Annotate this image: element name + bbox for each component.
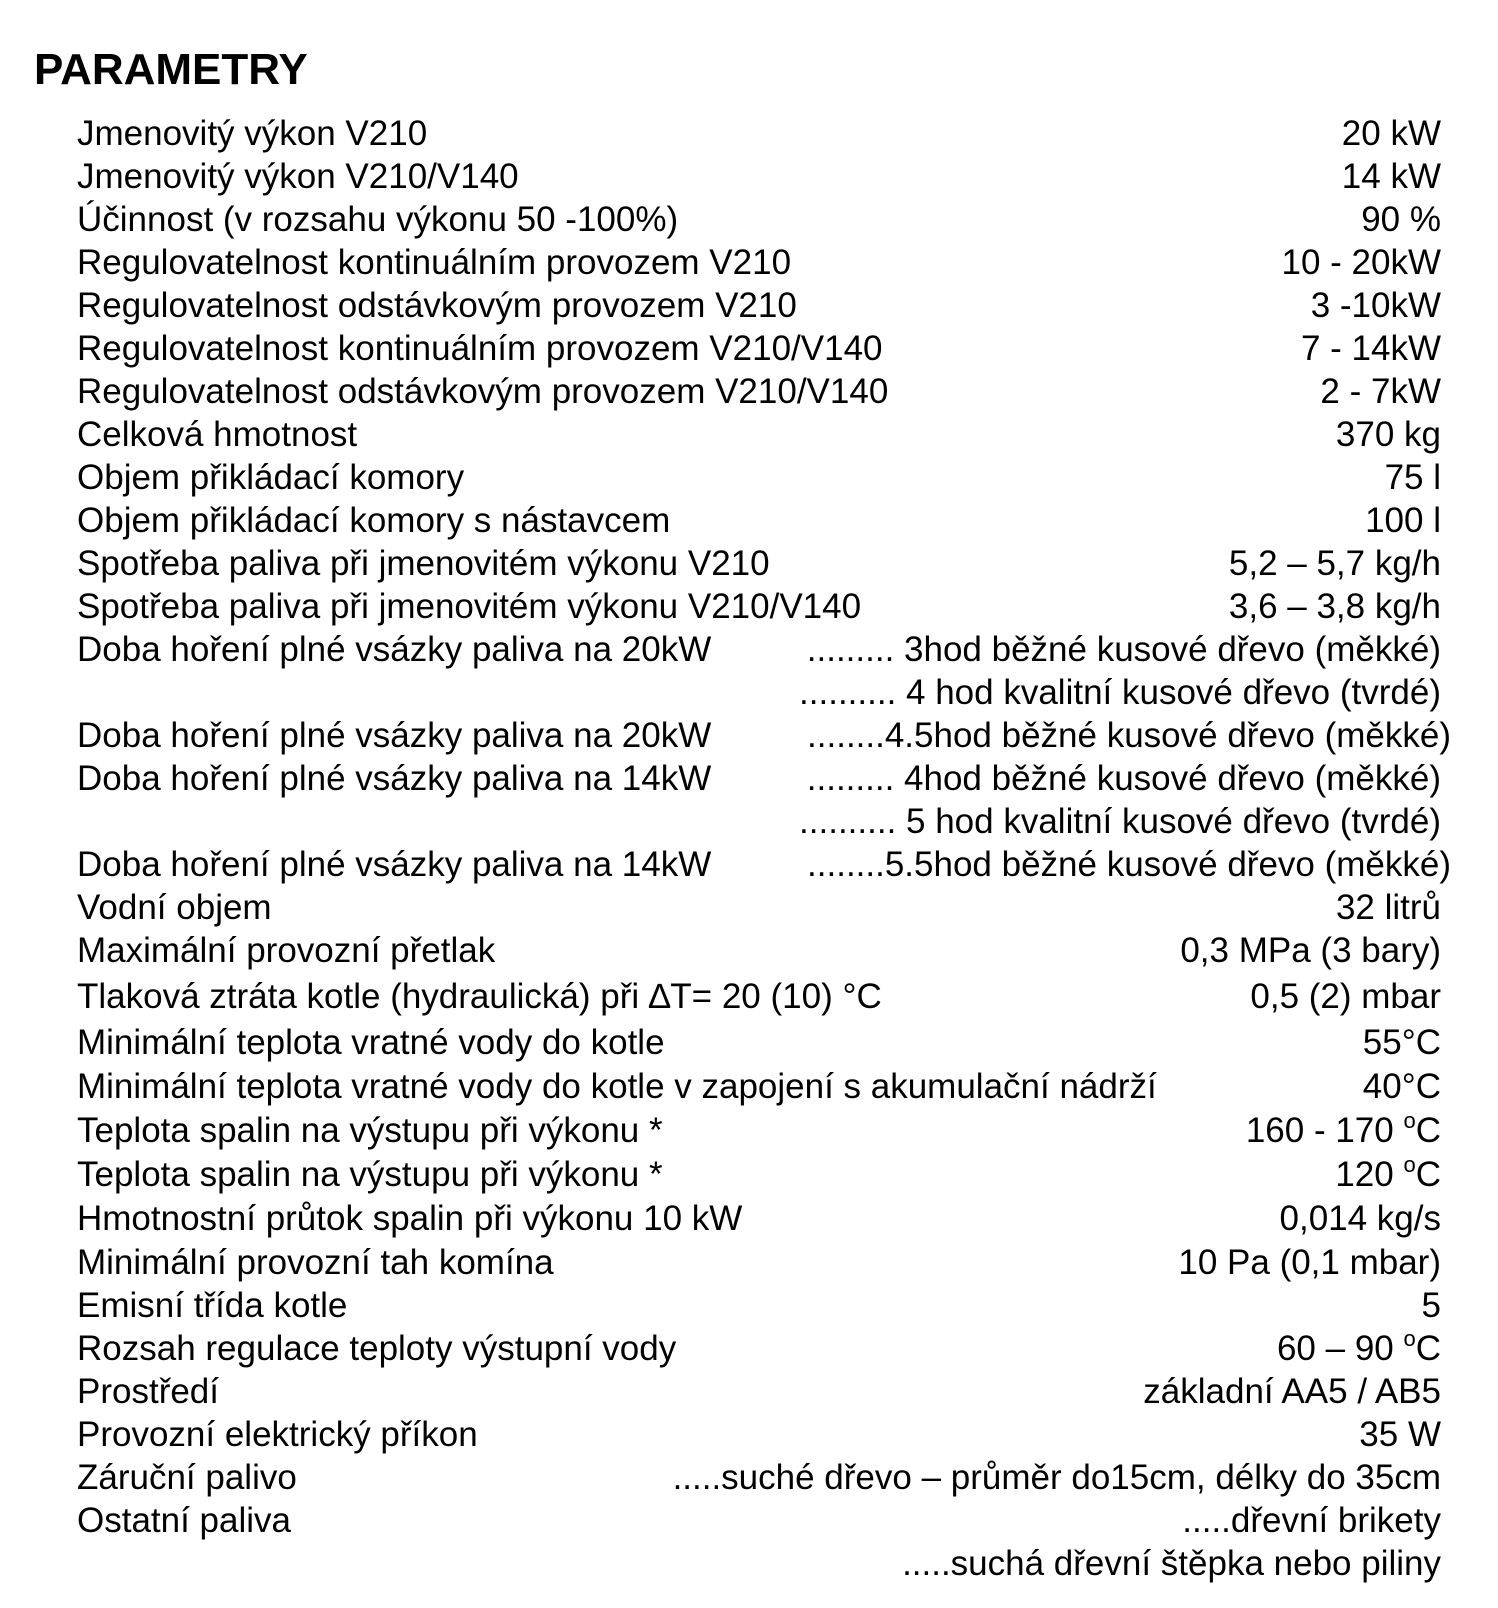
parameter-label: Regulovatelnost kontinuálním provozem V210 bbox=[77, 243, 792, 282]
parameter-value: 35 W bbox=[1359, 1415, 1441, 1454]
parameter-label: Teplota spalin na výstupu při výkonu * bbox=[77, 1155, 663, 1194]
parameter-value: 90 % bbox=[1361, 200, 1441, 239]
value-unit: C bbox=[1415, 1329, 1441, 1368]
value-number: 160 - 170 bbox=[1245, 1111, 1404, 1150]
parameter-label: Spotřeba paliva při jmenovitém výkonu V210/V140 bbox=[77, 587, 862, 626]
parameter-row bbox=[77, 499, 1441, 542]
parameter-label: Objem přikládací komory bbox=[77, 458, 465, 497]
parameter-row bbox=[77, 1197, 1441, 1241]
value-unit: C bbox=[1415, 1111, 1441, 1150]
parameter-value: 10 Pa (0,1 mbar) bbox=[1178, 1243, 1441, 1282]
value-number: 120 bbox=[1335, 1155, 1404, 1194]
parameter-value: 0,5 (2) mbar bbox=[1250, 977, 1441, 1016]
parameter-label: Doba hoření plné vsázky paliva na 20kW bbox=[77, 716, 712, 755]
degree-superscript: o bbox=[1403, 1152, 1416, 1177]
parameter-row bbox=[77, 843, 1451, 886]
parameter-value: ........4.5hod běžné kusové dřevo (měkké) bbox=[807, 716, 1451, 755]
parameter-label: Teplota spalin na výstupu při výkonu * bbox=[77, 1111, 663, 1150]
parameter-label: Maximální provozní přetlak bbox=[77, 931, 496, 970]
parameter-value: .....suchá dřevní štěpka nebo piliny bbox=[902, 1544, 1441, 1583]
parameter-value: .....suché dřevo – průměr do15cm, délky do 35cm bbox=[672, 1458, 1441, 1497]
degree-superscript: o bbox=[1403, 1108, 1416, 1133]
parameter-label: Provozní elektrický příkon bbox=[77, 1415, 478, 1454]
parameter-row bbox=[77, 241, 1441, 284]
parameter-row bbox=[77, 886, 1441, 929]
parameter-row bbox=[77, 1456, 1441, 1499]
parameter-row bbox=[77, 800, 1441, 843]
parameter-value: 14 kW bbox=[1341, 157, 1441, 196]
parameter-label: Celková hmotnost bbox=[77, 415, 358, 454]
parameter-list bbox=[77, 112, 1451, 1585]
parameter-row bbox=[77, 327, 1441, 370]
parameter-label: Ostatní paliva bbox=[77, 1501, 291, 1540]
parameter-value: 370 kg bbox=[1335, 415, 1441, 454]
parameter-value: 32 litrů bbox=[1335, 888, 1441, 927]
parameter-value bbox=[1246, 1109, 1441, 1152]
parameter-label: Rozsah regulace teploty výstupní vody bbox=[77, 1329, 677, 1368]
parameter-row bbox=[77, 1284, 1441, 1327]
parameter-value: 5 bbox=[1421, 1286, 1441, 1325]
parameter-label: Hmotnostní průtok spalin při výkonu 10 kW bbox=[77, 1199, 743, 1238]
parameter-value: 0,014 kg/s bbox=[1279, 1199, 1441, 1238]
parameter-value: .....dřevní brikety bbox=[1182, 1501, 1441, 1540]
parameter-label: Doba hoření plné vsázky paliva na 20kW bbox=[77, 630, 712, 669]
degree-superscript: o bbox=[1403, 1326, 1416, 1351]
parameter-row bbox=[77, 284, 1441, 327]
parameter-value: 75 l bbox=[1384, 458, 1441, 497]
parameter-row bbox=[77, 1413, 1441, 1456]
parameter-label: Účinnost (v rozsahu výkonu 50 -100%) bbox=[77, 200, 679, 239]
parameter-row bbox=[77, 1327, 1441, 1370]
parameter-label: Minimální teplota vratné vody do kotle bbox=[77, 1023, 665, 1062]
parameter-row bbox=[77, 1153, 1441, 1197]
parameter-row bbox=[77, 585, 1441, 628]
parameter-row bbox=[77, 456, 1441, 499]
parameter-label: Prostředí bbox=[77, 1372, 219, 1411]
parameter-row bbox=[77, 1065, 1441, 1109]
parameter-row bbox=[77, 1241, 1441, 1284]
parameter-value: 2 - 7kW bbox=[1320, 372, 1441, 411]
parameter-label: Záruční palivo bbox=[77, 1458, 297, 1497]
parameter-label: Objem přikládací komory s nástavcem bbox=[77, 501, 671, 540]
parameter-row bbox=[77, 671, 1441, 714]
parameter-label: Doba hoření plné vsázky paliva na 14kW bbox=[77, 759, 712, 798]
parameter-label: Jmenovitý výkon V210/V140 bbox=[77, 157, 519, 196]
parameter-value bbox=[1335, 1153, 1441, 1196]
parameter-label: Regulovatelnost kontinuálním provozem V210/V140 bbox=[77, 329, 883, 368]
parameter-label: Spotřeba paliva při jmenovitém výkonu V210 bbox=[77, 544, 770, 583]
parameter-row bbox=[77, 542, 1441, 585]
parameter-row bbox=[77, 1109, 1441, 1153]
parameter-row bbox=[77, 413, 1441, 456]
parameter-value: ......... 3hod běžné kusové dřevo (měkké) bbox=[806, 630, 1441, 669]
parameter-row bbox=[77, 1542, 1441, 1585]
parameter-value: základní AA5 / AB5 bbox=[1143, 1372, 1441, 1411]
parameter-label: Doba hoření plné vsázky paliva na 14kW bbox=[77, 845, 712, 884]
parameter-label: Regulovatelnost odstávkovým provozem V210 bbox=[77, 286, 797, 325]
parameter-value: ........5.5hod běžné kusové dřevo (měkké) bbox=[807, 845, 1451, 884]
parameter-row bbox=[77, 628, 1441, 671]
parameter-value: 40°C bbox=[1362, 1067, 1441, 1106]
value-number: 60 – 90 bbox=[1276, 1329, 1404, 1368]
parameter-label: Minimální provozní tah komína bbox=[77, 1243, 554, 1282]
parameter-value: 20 kW bbox=[1341, 114, 1441, 153]
parameter-row bbox=[77, 370, 1441, 413]
parameter-label: Vodní objem bbox=[77, 888, 272, 927]
parameter-row bbox=[77, 1499, 1441, 1542]
parameter-label: Jmenovitý výkon V210 bbox=[77, 114, 428, 153]
parameter-value: 5,2 – 5,7 kg/h bbox=[1228, 544, 1441, 583]
parameter-row bbox=[77, 112, 1441, 155]
parameter-row bbox=[77, 155, 1441, 198]
parameter-label: Tlaková ztráta kotle (hydraulická) při ∆T= 20 (10) °C bbox=[77, 977, 882, 1016]
parameter-value: .......... 5 hod kvalitní kusové dřevo (tvrdé) bbox=[799, 802, 1441, 841]
parameter-row bbox=[77, 972, 1441, 1021]
parameter-value: 100 l bbox=[1365, 501, 1441, 540]
parameter-value: 10 - 20kW bbox=[1281, 243, 1441, 282]
parameter-value: 0,3 MPa (3 bary) bbox=[1180, 931, 1441, 970]
parameter-value: .......... 4 hod kvalitní kusové dřevo (tvrdé) bbox=[799, 673, 1441, 712]
parameter-value: ......... 4hod běžné kusové dřevo (měkké) bbox=[806, 759, 1441, 798]
parameter-row bbox=[77, 1370, 1441, 1413]
value-unit: C bbox=[1415, 1155, 1441, 1194]
parameter-row bbox=[77, 714, 1451, 757]
parameter-label: Regulovatelnost odstávkovým provozem V210/V140 bbox=[77, 372, 889, 411]
parameter-label: Emisní třída kotle bbox=[77, 1286, 348, 1325]
parameter-value: 3 -10kW bbox=[1310, 286, 1441, 325]
page-title: PARAMETRY bbox=[34, 45, 308, 94]
parameter-value: 3,6 – 3,8 kg/h bbox=[1228, 587, 1441, 626]
parameter-label: Minimální teplota vratné vody do kotle v zapojení s akumulační nádrží bbox=[77, 1067, 1157, 1106]
parameter-row bbox=[77, 757, 1441, 800]
parameter-value: 7 - 14kW bbox=[1300, 329, 1441, 368]
parameter-value: 55°C bbox=[1362, 1023, 1441, 1062]
parameter-row bbox=[77, 929, 1441, 972]
parameter-row bbox=[77, 1021, 1441, 1065]
parameter-value bbox=[1277, 1327, 1441, 1370]
parameter-row bbox=[77, 198, 1441, 241]
